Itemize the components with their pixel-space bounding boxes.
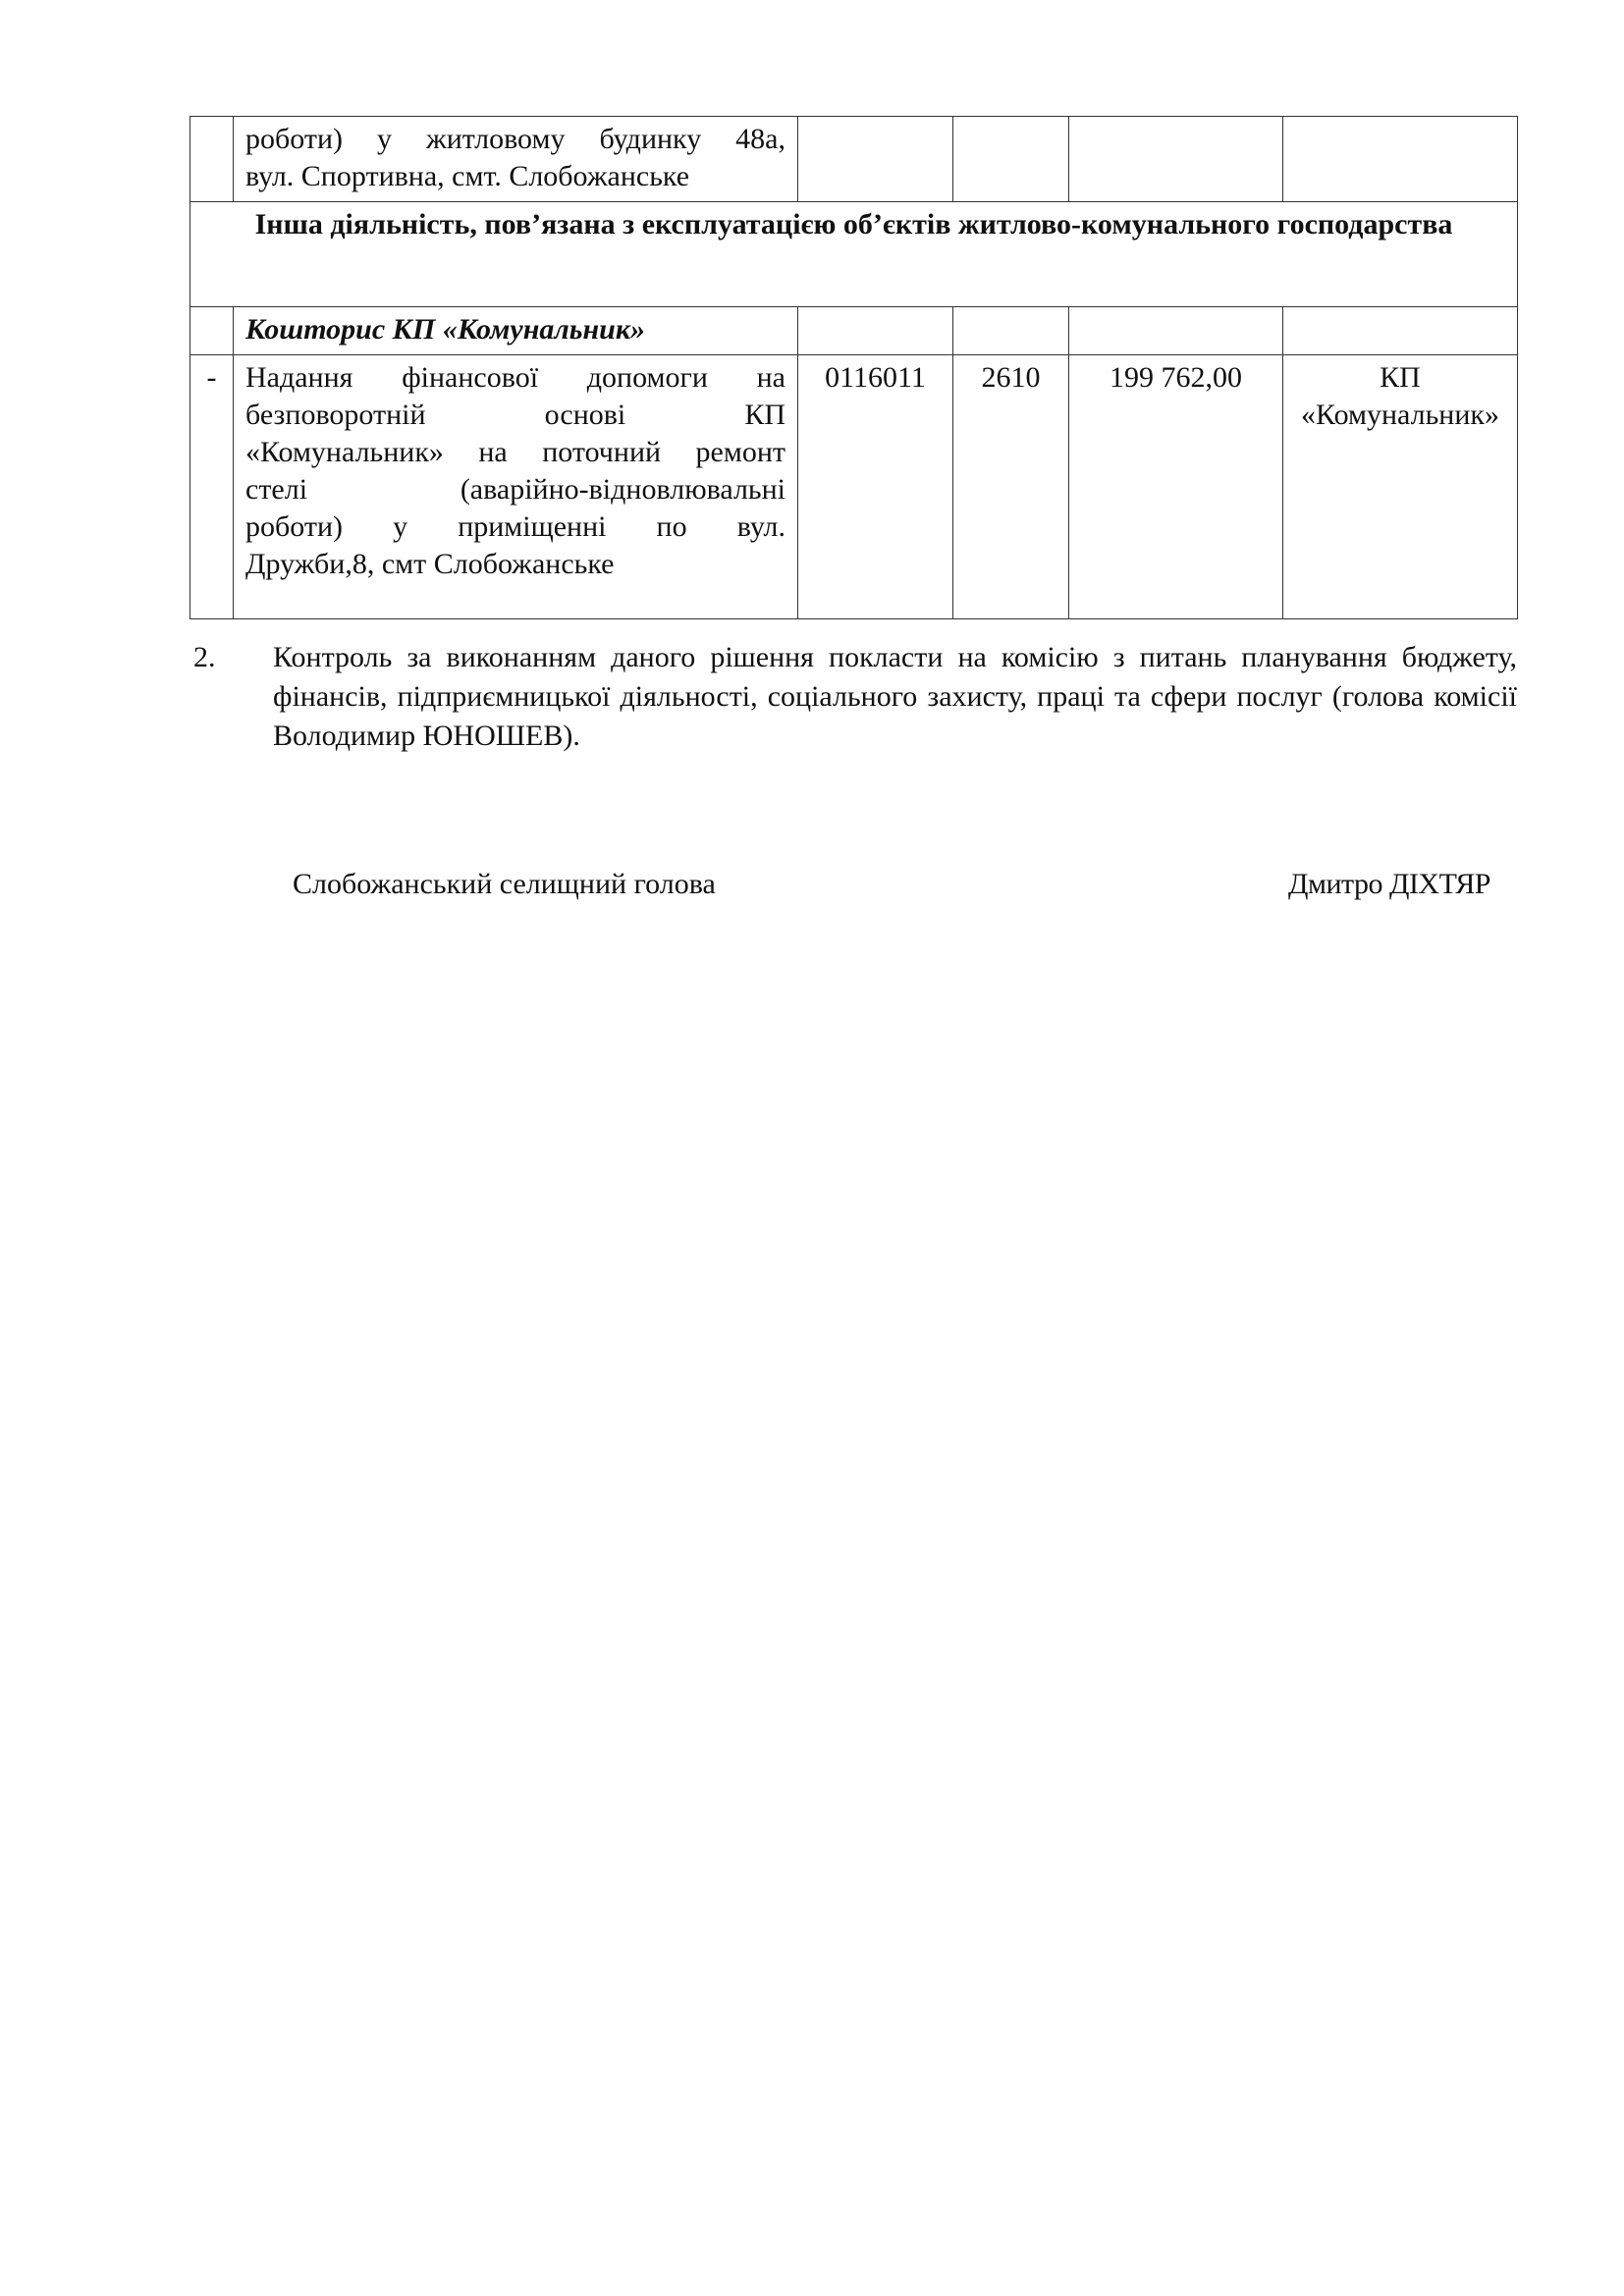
desc-line: Надання фінансової допомоги на (245, 361, 785, 394)
executor-line: КП (1380, 361, 1421, 394)
budget-table (189, 116, 1518, 619)
desc-line: роботи) у житловому будинку 48а, (245, 123, 785, 155)
cell-num-empty (190, 307, 234, 355)
signature-name: Дмитро ДІХТЯР (1288, 868, 1490, 900)
subhead-text: Кошторис КП «Комунальник» (245, 313, 646, 346)
desc-line: роботи) у приміщенні по вул. (245, 510, 785, 543)
signature-role: Слобожанський селищний голова (293, 868, 716, 900)
table-row-continued (190, 117, 1518, 202)
cell-description (234, 117, 798, 202)
desc-line: «Комунальник» на поточний ремонт (245, 436, 785, 468)
desc-line: стелі (аварійно-відновлювальні (245, 473, 785, 506)
table-row-section (190, 202, 1518, 307)
cell-code (798, 117, 953, 202)
cell-empty (1069, 307, 1283, 355)
cell-sum: 199 762,00 (1069, 355, 1283, 619)
table-row-subhead (190, 307, 1518, 355)
section-title: Інша діяльність, пов’язана з експлуатацією об’єктів житлово-комунального господарства (190, 202, 1518, 307)
table-row-item (190, 355, 1518, 619)
cell-num: - (190, 355, 234, 619)
desc-line: Дружби,8, смт Слобожанське (245, 548, 615, 580)
desc-line: безповоротній основі КП (245, 399, 785, 431)
cell-empty (953, 307, 1069, 355)
cell-code: 0116011 (798, 355, 953, 619)
cell-empty (1283, 307, 1518, 355)
cell-description (234, 355, 798, 619)
desc-line: вул. Спортивна, смт. Слобожанське (245, 160, 690, 192)
cell-executor (1283, 117, 1518, 202)
point-number: 2. (193, 641, 216, 673)
executor-line: «Комунальник» (1301, 399, 1499, 431)
cell-empty (798, 307, 953, 355)
cell-subhead (234, 307, 798, 355)
cell-executor (1283, 355, 1518, 619)
cell-kekv: 2610 (953, 355, 1069, 619)
cell-kekv (953, 117, 1069, 202)
point-text: Контроль за виконанням даного рішення покласти на комісію з питань планування бюджету, фінансів, підприємницької діяльності, соціального захисту, праці та сфери послуг (голова комісії Володимир ЮНОШЕВ). (273, 641, 1517, 752)
cell-sum (1069, 117, 1283, 202)
cell-num (190, 117, 234, 202)
